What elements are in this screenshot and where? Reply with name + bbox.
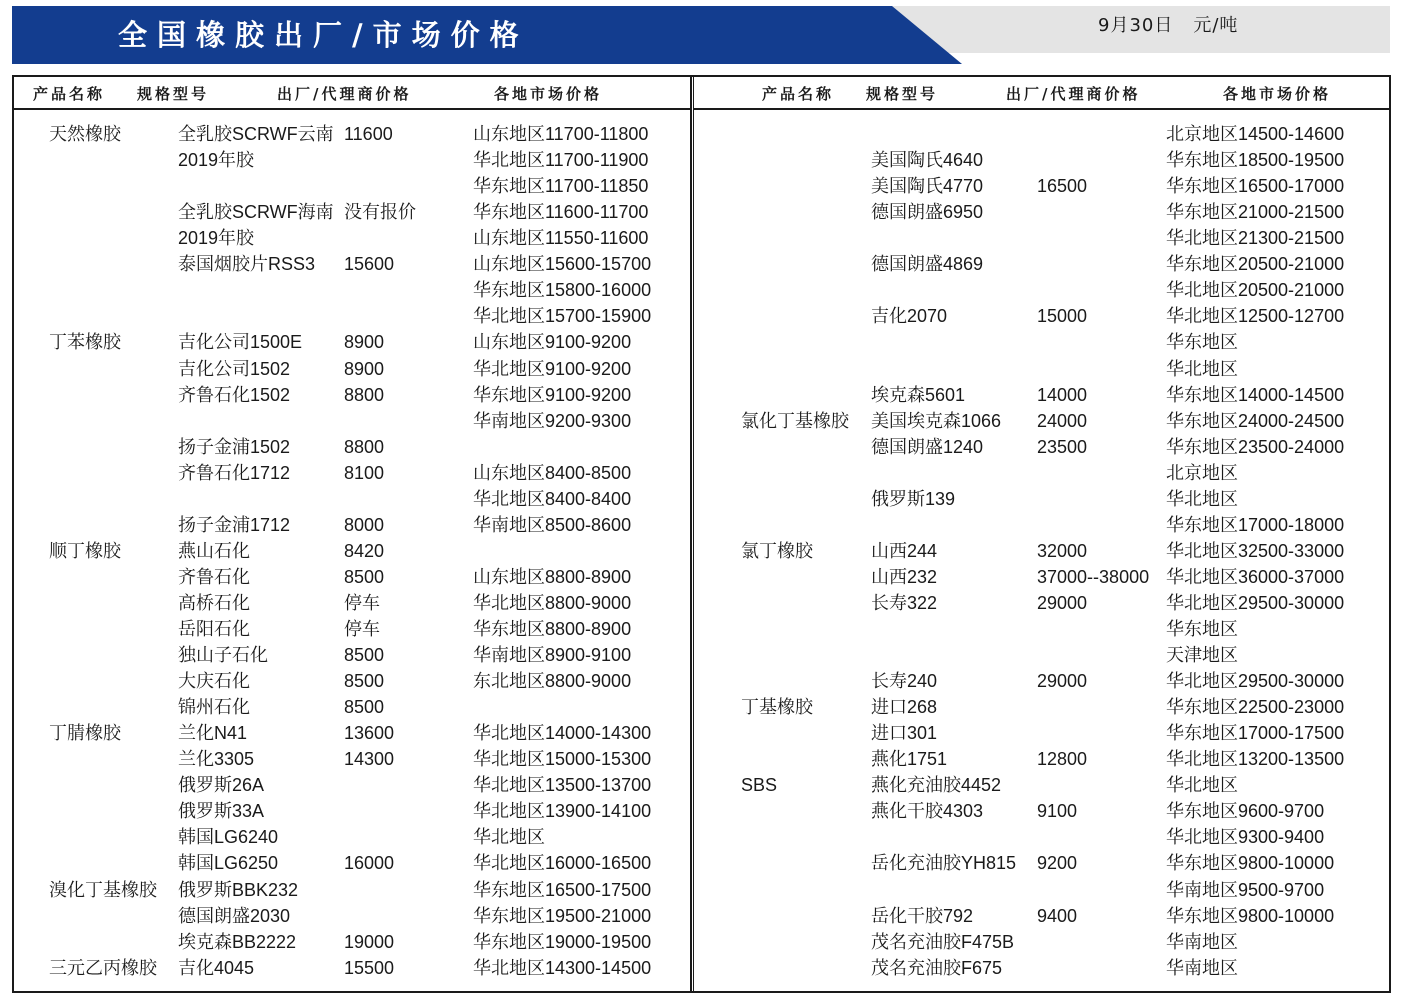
- market-cell: 华东地区15800-16000: [473, 280, 652, 301]
- market-cell: 华北地区9100-9200: [473, 358, 632, 379]
- spec-cell: 全乳胶SCRWF海南: [178, 202, 334, 223]
- market-cell: 山东地区8400-8500: [473, 462, 632, 483]
- spec-cell: 俄罗斯26A: [178, 775, 265, 796]
- price-cell: 8800: [344, 384, 385, 405]
- spec-cell: 独山子石化: [178, 645, 268, 665]
- market-cell: 山东地区8800-8900: [473, 566, 632, 587]
- market-cell: 华东地区19500-21000: [473, 905, 652, 926]
- market-cell: 华东地区17000-17500: [1166, 723, 1345, 744]
- column-divider: [690, 75, 694, 993]
- market-cell: 华东地区17000-18000: [1166, 514, 1345, 535]
- spec-cell: 燕山石化: [178, 540, 250, 561]
- price-cell: 13600: [344, 723, 395, 744]
- price-cell: 8000: [344, 514, 385, 535]
- price-cell: 没有报价: [344, 202, 416, 223]
- unit-label: 元/吨: [1193, 15, 1239, 36]
- spec-cell: 吉化2070: [871, 306, 948, 327]
- product-cell: 丁腈橡胶: [49, 723, 121, 744]
- product-cell: 天然橡胶: [49, 124, 121, 144]
- price-cell: 32000: [1037, 540, 1088, 561]
- market-cell: 华北地区: [473, 827, 545, 848]
- spec-cell: 岳阳石化: [178, 619, 250, 639]
- col-head-product-right: 产品名称: [762, 85, 835, 103]
- spec-cell: 美国陶氏4770: [871, 176, 984, 197]
- spec-cell: 兰化3305: [178, 749, 255, 770]
- spec-cell: 扬子金浦1712: [178, 514, 291, 535]
- price-cell: 29000: [1037, 671, 1088, 692]
- price-cell: 8420: [344, 540, 385, 561]
- spec-cell: 2019年胶: [178, 228, 255, 249]
- market-cell: 华东地区24000-24500: [1166, 410, 1345, 431]
- market-cell: 华东地区11700-11850: [473, 176, 649, 197]
- market-cell: 华北地区15700-15900: [473, 306, 652, 327]
- header-rule-right: [694, 108, 1389, 110]
- spec-cell: 兰化N41: [178, 723, 248, 744]
- price-cell: 24000: [1037, 410, 1088, 431]
- market-cell: 华东地区14000-14500: [1166, 384, 1345, 405]
- market-cell: 华北地区8400-8400: [473, 488, 632, 509]
- price-cell: 23500: [1037, 436, 1088, 457]
- spec-cell: 埃克森BB2222: [178, 931, 297, 952]
- price-cell: 15000: [1037, 306, 1088, 327]
- col-head-market-right: 各地市场价格: [1223, 85, 1332, 103]
- price-cell: 19000: [344, 931, 395, 952]
- market-cell: 华北地区11700-11900: [473, 150, 649, 171]
- price-cell: 停车: [344, 619, 380, 639]
- market-cell: 华东地区23500-24000: [1166, 436, 1345, 457]
- price-cell: 8800: [344, 436, 385, 457]
- market-cell: 东北地区8800-9000: [473, 671, 632, 692]
- price-cell: 8500: [344, 671, 385, 692]
- market-cell: 华东地区9800-10000: [1166, 853, 1335, 874]
- spec-cell: 埃克森5601: [871, 384, 966, 405]
- market-cell: 华东地区22500-23000: [1166, 697, 1345, 718]
- market-cell: 北京地区: [1166, 462, 1238, 483]
- market-cell: 华东地区18500-19500: [1166, 150, 1345, 171]
- market-cell: 山东地区11550-11600: [473, 228, 649, 249]
- market-cell: 华北地区29500-30000: [1166, 592, 1345, 613]
- market-cell: 山东地区9100-9200: [473, 332, 632, 353]
- price-cell: 37000--38000: [1037, 566, 1150, 587]
- market-cell: 华北地区16000-16500: [473, 853, 652, 874]
- col-head-spec-left: 规格型号: [137, 85, 210, 103]
- spec-cell: 齐鲁石化1712: [178, 462, 291, 483]
- price-cell: 15500: [344, 957, 395, 978]
- spec-cell: 燕化1751: [871, 749, 948, 770]
- market-cell: 华北地区32500-33000: [1166, 540, 1345, 561]
- market-cell: 华北地区9300-9400: [1166, 827, 1325, 848]
- market-cell: 华北地区14300-14500: [473, 957, 652, 978]
- market-cell: 华东地区11600-11700: [473, 202, 649, 223]
- market-cell: 华东地区16500-17500: [473, 879, 652, 900]
- spec-cell: 俄罗斯33A: [178, 801, 265, 822]
- market-cell: 山东地区15600-15700: [473, 254, 652, 275]
- market-cell: 华北地区8800-9000: [473, 592, 632, 613]
- market-cell: 华北地区: [1166, 775, 1238, 796]
- price-cell: 8500: [344, 645, 385, 665]
- col-head-price-right: 出厂/代理商价格: [1006, 85, 1141, 103]
- market-cell: 华北地区13200-13500: [1166, 749, 1345, 770]
- product-cell: 顺丁橡胶: [49, 540, 121, 561]
- spec-cell: 山西244: [871, 540, 938, 561]
- spec-cell: 美国埃克森1066: [871, 410, 1002, 431]
- price-cell: 8100: [344, 462, 385, 483]
- market-cell: 华北地区21300-21500: [1166, 228, 1345, 249]
- spec-cell: 德国朗盛4869: [871, 254, 984, 275]
- price-cell: 停车: [344, 592, 380, 613]
- spec-cell: 2019年胶: [178, 150, 255, 171]
- market-cell: 华北地区: [1166, 488, 1238, 509]
- header-rule-left: [12, 108, 690, 110]
- spec-cell: 扬子金浦1502: [178, 436, 291, 457]
- market-cell: 华南地区: [1166, 957, 1238, 978]
- market-cell: 华北地区36000-37000: [1166, 566, 1345, 587]
- price-cell: 9100: [1037, 801, 1078, 822]
- spec-cell: 进口301: [871, 723, 938, 744]
- price-cell: 16000: [344, 853, 395, 874]
- spec-cell: 长寿322: [871, 592, 938, 613]
- market-cell: 华东地区16500-17000: [1166, 176, 1345, 197]
- market-cell: 华东地区9100-9200: [473, 384, 632, 405]
- spec-cell: 大庆石化: [178, 671, 250, 692]
- market-cell: 华南地区8900-9100: [473, 645, 632, 665]
- spec-cell: 泰国烟胶片RSS3: [178, 254, 316, 275]
- market-cell: 华北地区14000-14300: [473, 723, 652, 744]
- product-cell: 氯化丁基橡胶: [741, 410, 849, 431]
- market-cell: 华北地区13500-13700: [473, 775, 652, 796]
- spec-cell: 进口268: [871, 697, 938, 718]
- spec-cell: 长寿240: [871, 671, 938, 692]
- market-cell: 天津地区: [1166, 645, 1238, 665]
- spec-cell: 茂名充油胶F475B: [871, 931, 1015, 952]
- spec-cell: 全乳胶SCRWF云南: [178, 124, 334, 144]
- price-cell: 9200: [1037, 853, 1078, 874]
- col-head-product-left: 产品名称: [33, 85, 106, 103]
- spec-cell: 韩国LG6240: [178, 827, 279, 848]
- market-cell: 华东地区9800-10000: [1166, 905, 1335, 926]
- product-cell: SBS: [741, 775, 778, 796]
- price-cell: 29000: [1037, 592, 1088, 613]
- spec-cell: 齐鲁石化1502: [178, 384, 291, 405]
- market-cell: 北京地区14500-14600: [1166, 124, 1345, 144]
- market-cell: 华北地区29500-30000: [1166, 671, 1345, 692]
- page-title: 全国橡胶出厂/市场价格: [118, 18, 529, 52]
- spec-cell: 德国朗盛6950: [871, 202, 984, 223]
- price-cell: 8900: [344, 358, 385, 379]
- product-cell: 三元乙丙橡胶: [49, 957, 157, 978]
- spec-cell: 茂名充油胶F675: [871, 957, 1003, 978]
- price-cell: 11600: [344, 124, 393, 144]
- market-cell: 华南地区8500-8600: [473, 514, 632, 535]
- market-cell: 华南地区9200-9300: [473, 410, 632, 431]
- spec-cell: 山西232: [871, 566, 938, 587]
- spec-cell: 吉化公司1500E: [178, 332, 303, 353]
- col-head-market-left: 各地市场价格: [494, 85, 603, 103]
- market-cell: 华东地区8800-8900: [473, 619, 632, 639]
- date-value: 9月30日: [1098, 15, 1174, 36]
- market-cell: 华北地区: [1166, 358, 1238, 379]
- spec-cell: 德国朗盛1240: [871, 436, 984, 457]
- spec-cell: 德国朗盛2030: [178, 905, 291, 926]
- product-cell: 溴化丁基橡胶: [49, 879, 157, 900]
- spec-cell: 岳化干胶792: [871, 905, 974, 926]
- spec-cell: 岳化充油胶YH815: [871, 853, 1017, 874]
- market-cell: 华北地区15000-15300: [473, 749, 652, 770]
- price-cell: 15600: [344, 254, 395, 275]
- spec-cell: 韩国LG6250: [178, 853, 279, 874]
- spec-cell: 锦州石化: [178, 697, 250, 718]
- spec-cell: 美国陶氏4640: [871, 150, 984, 171]
- price-cell: 8900: [344, 332, 385, 353]
- market-cell: 山东地区11700-11800: [473, 124, 649, 144]
- col-head-price-left: 出厂/代理商价格: [277, 85, 412, 103]
- price-cell: 8500: [344, 566, 385, 587]
- date-label: [1098, 13, 1238, 39]
- price-cell: 16500: [1037, 176, 1088, 197]
- market-cell: 华东地区9600-9700: [1166, 801, 1325, 822]
- price-cell: 8500: [344, 697, 385, 718]
- spec-cell: 俄罗斯139: [871, 488, 956, 509]
- market-cell: 华南地区: [1166, 931, 1238, 952]
- product-cell: 氯丁橡胶: [741, 540, 813, 561]
- spec-cell: 俄罗斯BBK232: [178, 879, 299, 900]
- spec-cell: 燕化干胶4303: [871, 801, 984, 822]
- market-cell: 华北地区20500-21000: [1166, 280, 1345, 301]
- product-cell: 丁苯橡胶: [49, 332, 121, 353]
- spec-cell: 燕化充油胶4452: [871, 775, 1002, 796]
- product-cell: 丁基橡胶: [741, 697, 813, 718]
- spec-cell: 吉化4045: [178, 957, 255, 978]
- market-cell: 华东地区21000-21500: [1166, 202, 1345, 223]
- market-cell: 华东地区: [1166, 619, 1238, 639]
- price-cell: 14000: [1037, 384, 1088, 405]
- market-cell: 华北地区12500-12700: [1166, 306, 1345, 327]
- price-cell: 14300: [344, 749, 395, 770]
- spec-cell: 齐鲁石化: [178, 566, 250, 587]
- market-cell: 华南地区9500-9700: [1166, 879, 1325, 900]
- market-cell: 华东地区19000-19500: [473, 931, 652, 952]
- col-head-spec-right: 规格型号: [866, 85, 939, 103]
- price-cell: 12800: [1037, 749, 1088, 770]
- market-cell: 华东地区: [1166, 332, 1238, 353]
- price-cell: 9400: [1037, 905, 1078, 926]
- market-cell: 华东地区20500-21000: [1166, 254, 1345, 275]
- spec-cell: 高桥石化: [178, 592, 250, 613]
- market-cell: 华北地区13900-14100: [473, 801, 652, 822]
- spec-cell: 吉化公司1502: [178, 358, 291, 379]
